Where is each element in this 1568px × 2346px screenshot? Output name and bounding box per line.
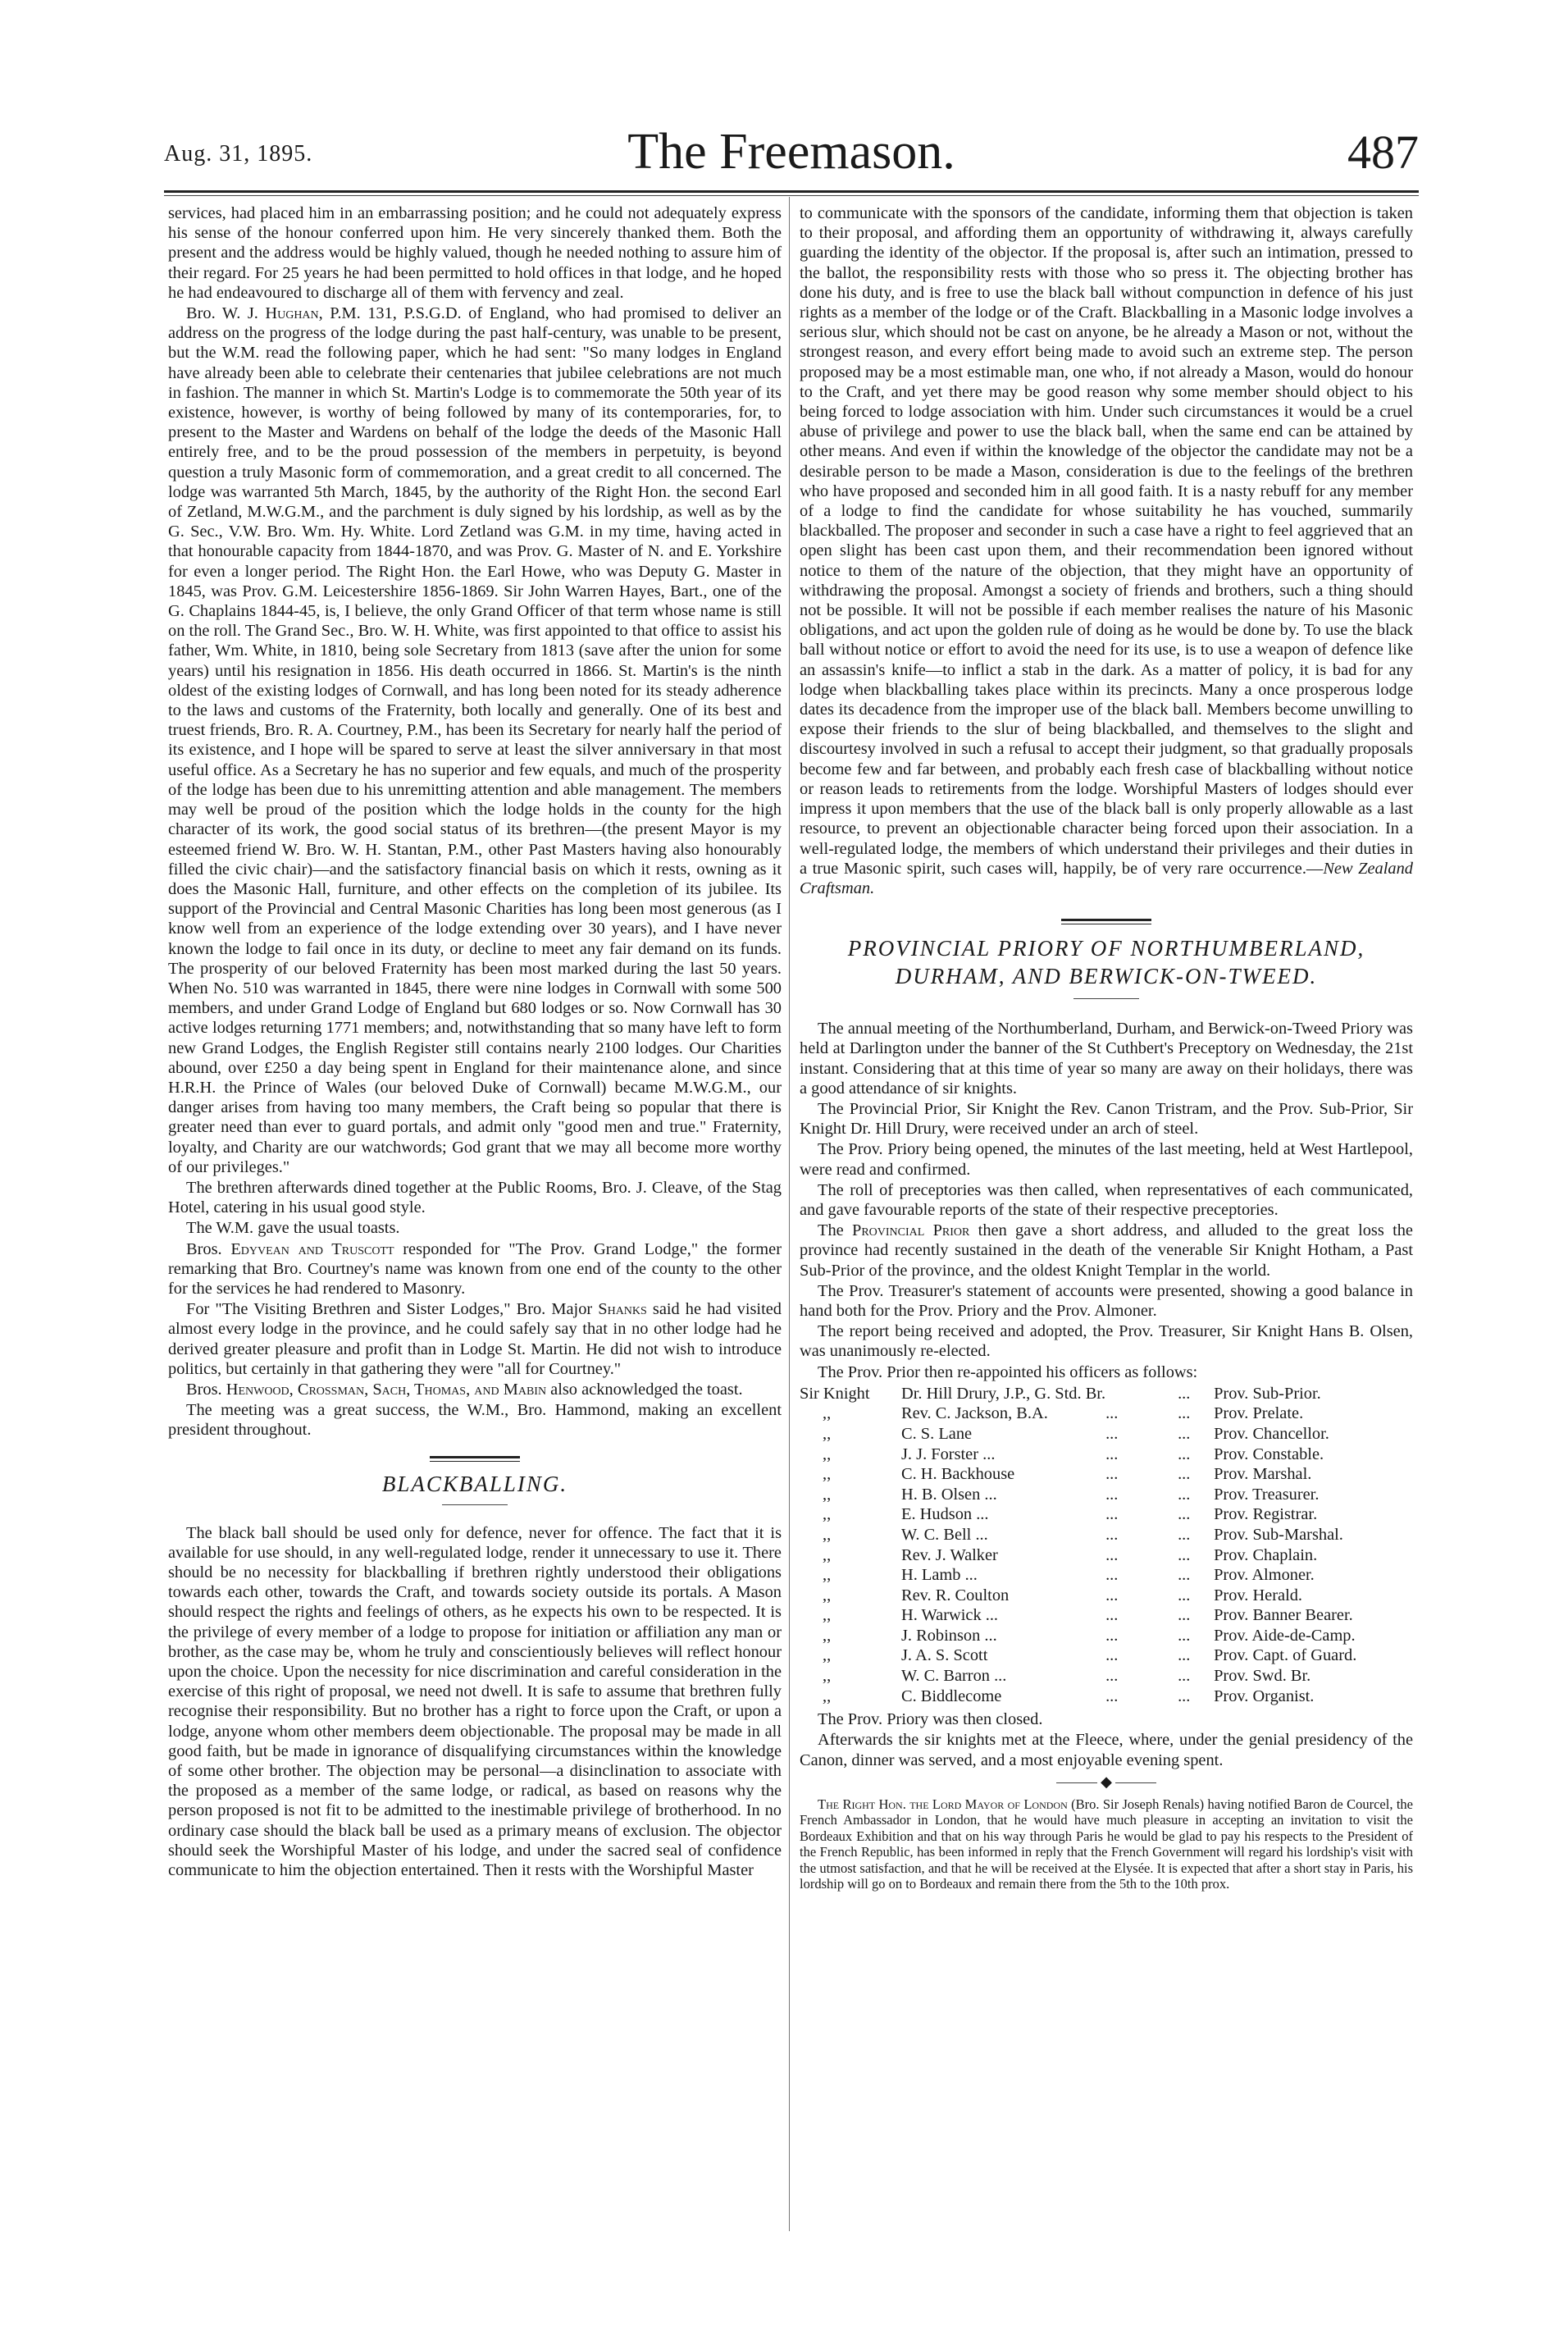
officer-row xyxy=(800,1565,1413,1586)
henwood-text: also acknowledged the toast. xyxy=(546,1380,743,1399)
blackballing-body: The black ball should be used only for defence, never for offence. The fact that it is available for use should, in any well-regulated lodge, render it unnecessary to use it. There should be no necessity for blackballing if brethren rightly understood their obligations towards each other, towards the Craft, and towards society outside its portals. A Mason should respect the rights and feelings of others, as he expects his own to be respected. It is the privilege of every member of a lodge to propose for initiation or affiliation any man or brother, as the case may be, whom he truly and conscientiously believes will reflect honour upon the choice. Upon the necessity for nice discrimination and careful consideration in the exercise of this right of proposal, we need not dwell. It is safe to assume that brethren fully recognise their responsibility. But no brother has a right to force upon the Craft, or upon a lodge, anyone whom other members deem objectionable. The proposal may be made in all good faith, but be made in ignorance of disqualifying circumstances within the knowledge of some other brother. The objection may be personal—a disinclination to associate with the proposed as a member of the same lodge, or radical, as based on reasons why the person proposed is not fit to be admitted to the inestimable privilege of brotherhood. In no ordinary case should the black ball be used as a primary means of exclusion. The objector should seek the Worshipful Master of his lodge, and under the sacred seal of confidence communicate to him the objection entertained. Then it rests with the Worshipful Master xyxy=(168,1523,782,1880)
officer-row xyxy=(800,1666,1413,1686)
officer-row xyxy=(800,1686,1413,1707)
priory-paragraph: The roll of preceptories was then called, when representatives of each communicated, and gave favourable reports of the state of their respective preceptories. xyxy=(800,1180,1413,1219)
publication-title: The Freemason. xyxy=(627,124,955,180)
officer-leader-dots: ... xyxy=(1105,1485,1119,1504)
officer-leader-dots: ... xyxy=(1105,1686,1119,1705)
henwood-prefix: Bros. xyxy=(186,1380,226,1399)
officer-prefix: ,, xyxy=(823,1686,832,1705)
officer-prefix: Sir Knight xyxy=(800,1384,870,1403)
officer-leader-dots: ... xyxy=(1105,1606,1119,1625)
officer-row xyxy=(800,1626,1413,1646)
officer-name: Dr. Hill Drury, J.P., G. Std. Br. xyxy=(901,1384,1106,1403)
officer-office: Prov. Registrar. xyxy=(1214,1505,1318,1524)
divider-diamond-icon: ◆ xyxy=(1101,1773,1112,1790)
blackballing-source: New Zealand Craftsman. xyxy=(800,859,1413,897)
priory-paragraph: The Prov. Prior then re-appointed his officers as follows: xyxy=(818,1362,1198,1381)
officer-leader-dots: ... xyxy=(1178,1424,1191,1443)
officer-office: Prov. Prelate. xyxy=(1214,1404,1304,1423)
officer-leader-dots: ... xyxy=(1178,1384,1191,1403)
issue-date: Aug. 31, 1895. xyxy=(164,141,313,167)
officer-leader-dots: ... xyxy=(1105,1566,1119,1585)
officer-office: Prov. Aide-de-Camp. xyxy=(1214,1626,1356,1645)
hughan-prefix: Bro. W. J. xyxy=(186,304,266,323)
officer-leader-dots: ... xyxy=(1178,1667,1191,1686)
officer-leader-dots: ... xyxy=(1178,1646,1191,1665)
shanks-name: Shanks xyxy=(598,1300,647,1319)
column-divider xyxy=(789,197,790,2231)
officer-name: C. H. Backhouse xyxy=(901,1465,1015,1484)
officer-leader-dots: ... xyxy=(1105,1465,1119,1484)
officer-leader-dots: ... xyxy=(1178,1586,1191,1604)
officer-prefix: ,, xyxy=(823,1404,832,1423)
officer-prefix: ,, xyxy=(823,1646,832,1665)
officer-prefix: ,, xyxy=(823,1445,832,1463)
lord-mayor-name: The Right Hon. the Lord Mayor of London xyxy=(818,1796,1068,1812)
priory-heading-line2: DURHAM, AND BERWICK-ON-TWEED. xyxy=(895,964,1318,989)
officer-leader-dots: ... xyxy=(1178,1525,1191,1544)
success-paragraph: The meeting was a great success, the W.M., Bro. Hammond, making an excellent president throughout. xyxy=(168,1401,782,1440)
officer-name: H. Lamb ... xyxy=(901,1566,978,1585)
lord-mayor-text: (Bro. Sir Joseph Renals) having notified Baron de Courcel, the French Ambassador in London, that he would have much pleasure in accepting an invitation to visit the Bordeaux Exhibition and that on his way through Paris he would be glad to pay his respects to the President of the French Republic, has been informed in reply that the French Government will regard his lordship's visit with the utmost satisfaction, and that he will be received at the Elysée. It is expected that after a short stay in Paris, his lordship will go on to Bordeaux and remain there from the 5th to the 10th prox. xyxy=(800,1796,1413,1892)
officer-leader-dots: ... xyxy=(1178,1626,1191,1645)
priory-paragraph: The Provincial Prior, Sir Knight the Rev. Canon Tristram, and the Prov. Sub-Prior, Sir Knight Dr. Hill Drury, were received under an arch of steel. xyxy=(800,1099,1413,1139)
officer-row xyxy=(800,1525,1413,1545)
officer-office: Prov. Capt. of Guard. xyxy=(1214,1646,1357,1665)
section-rule xyxy=(430,1456,520,1462)
blackballing-heading: BLACKBALLING. xyxy=(381,1471,568,1496)
priory-paragraph: The Prov. Treasurer's statement of accounts were presented, showing a good balance in hand both for the Prov. Priory and the Prov. Almoner. xyxy=(800,1281,1413,1320)
officer-name: W. C. Barron ... xyxy=(901,1667,1007,1686)
officer-row xyxy=(800,1504,1413,1525)
officer-row xyxy=(800,1545,1413,1566)
priory-paragraph: The Prov. Priory being opened, the minutes of the last meeting, held at West Hartlepool, were read and confirmed. xyxy=(800,1140,1413,1179)
officer-prefix: ,, xyxy=(823,1606,832,1625)
officer-leader-dots: ... xyxy=(1178,1485,1191,1504)
officer-office: Prov. Banner Bearer. xyxy=(1214,1606,1353,1625)
priory-paragraph: The report being received and adopted, the Prov. Treasurer, Sir Knight Hans B. Olsen, was unanimously re-elected. xyxy=(800,1322,1413,1361)
officer-name: C. S. Lane xyxy=(901,1424,973,1443)
officer-row xyxy=(800,1586,1413,1606)
officer-row xyxy=(800,1424,1413,1445)
officer-leader-dots: ... xyxy=(1105,1525,1119,1544)
officer-office: Prov. Treasurer. xyxy=(1214,1485,1320,1504)
officer-leader-dots: ... xyxy=(1105,1667,1119,1686)
officer-leader-dots: ... xyxy=(1178,1465,1191,1484)
officer-row xyxy=(800,1464,1413,1485)
officer-name: Rev. J. Walker xyxy=(901,1545,998,1564)
hughan-name: Hughan xyxy=(265,304,319,323)
officer-office: Prov. Sub-Marshal. xyxy=(1214,1525,1343,1544)
officer-office: Prov. Swd. Br. xyxy=(1214,1667,1311,1686)
officer-name: E. Hudson ... xyxy=(901,1505,989,1524)
officer-prefix: ,, xyxy=(823,1626,832,1645)
officer-prefix: ,, xyxy=(823,1586,832,1604)
officer-leader-dots: ... xyxy=(1105,1404,1119,1423)
officer-leader-dots: ... xyxy=(1178,1404,1191,1423)
hughan-text: , P.M. 131, P.S.G.D. of England, who had promised to deliver an address on the progress of the lodge during the past half-century, was unable to be present, but the W.M. read the following paper, which he had sent: "So many lodges in England have already been able to celebrate their centenaries that jubilee celebrations are not much in fashion. The manner in which St. Martin's Lodge is to commemorate the 50th year of its existence, however, is worthy of being followed by many of its contemporaries, for, to present to the Master and Wardens on behalf of the lodge the deeds of the Masonic Hall entirely free, and to be the proud possession of the members in perpetuity, is beyond question a truly Masonic form of commemoration, and a great credit to all concerned. The lodge was warranted 5th March, 1845, by the authority of the Right Hon. the second Earl of Zetland, M.W.G.M., and the parchment is duly signed by his lordship, as well as by the G. Sec., V.W. Bro. Wm. Hy. White. Lord Zetland was G.M. in my time, having acted in that honourable capacity from 1844-1870, and was Prov. G. Master of N. and E. Yorkshire for even a longer period. The Right Hon. the Earl Howe, who was Deputy G. Master in 1845, was Prov. G.M. Leicestershire 1856-1869. Sir John Warren Hayes, Bart., one of the G. Chaplains 1844-45, is, I believe, the only Grand Officer of that term whose name is still on the roll. The Grand Sec., Bro. W. H. White, was first appointed to that office to assist his father, Wm. White, in 1810, being sole Secretary from 1813 (save after the union for some years) until his resignation in 1856. His death occurred in 1866. St. Martin's is the ninth oldest of the existing lodges of Cornwall, and has long been noted for its steady adherence to the laws and customs of the Fraternity, both locally and generally. One of its best and truest friends, Bro. R. A. Courtney, P.M., has been its Secretary for nearly half the period of its existence, and I hope will be spared to serve at least the silver anniversary in that most useful office. As a Secretary he has no superior and few equals, and much of the prosperity of the lodge has been due to his unremitting attention and able management. The members may well be proud of the position which the lodge holds in the county for the high character of its work, the good social status of its brethren—(the present Mayor is my esteemed friend W. Bro. W. H. Stantan, P.M., other Past Masters having also honourably filled the civic chair)—and the satisfactory financial basis on which it rests, owning as it does the Masonic Hall, furniture, and other effects on the completion of its jubilee. Its support of the Provincial and Central Masonic Charities has long been most generous (as I know well from an experience of the lodge extending over 30 years), and I have never known the lodge to fail once in its duty, or decline to meet any fair demand on its funds. The prosperity of our beloved Fraternity has been most marked during the last 50 years. When No. 510 was warranted in 1845, there were nine lodges in Cornwall with some 500 members, and under Grand Lodge of England but 680 lodges or so. Now Cornwall has 30 active lodges returning 1771 members; and, notwithstanding that so many have left to form new Grand Lodges, the English Register still contains nearly 2100 lodges. Our Charities abound, over £250 a day being spent in England for their maintenance alone, and since H.R.H. the Prince of Wales (our beloved Duke of Cornwall) became M.W.G.M., our danger arises from having too many members, the Craft being so popular that there is greater need than ever to guard portals, and admit only "good men and true." Fraternity, loyalty, and Charity are our watchwords; God grant that we may all become more worthy of our privileges." xyxy=(168,304,782,1176)
officer-name: Rev. C. Jackson, B.A. xyxy=(901,1404,1048,1423)
officer-office: Prov. Sub-Prior. xyxy=(1214,1384,1321,1403)
officer-office: Prov. Chaplain. xyxy=(1214,1545,1318,1564)
hughan-paragraph xyxy=(168,304,782,1177)
shanks-prefix: For "The Visiting Brethren and Sister Lodges," Bro. Major xyxy=(186,1300,599,1319)
prior-prefix: The xyxy=(818,1221,852,1240)
officer-leader-dots: ... xyxy=(1105,1586,1119,1604)
officer-name: J. A. S. Scott xyxy=(901,1646,988,1665)
officer-prefix: ,, xyxy=(823,1525,832,1544)
priory-paragraph: The Prov. Priory was then closed. xyxy=(818,1710,1043,1729)
officer-name: J. J. Forster ... xyxy=(901,1445,996,1463)
officer-prefix: ,, xyxy=(823,1505,832,1524)
officer-name: J. Robinson ... xyxy=(901,1626,997,1645)
officer-prefix: ,, xyxy=(823,1465,832,1484)
officer-office: Prov. Constable. xyxy=(1214,1445,1324,1463)
officer-leader-dots: ... xyxy=(1178,1606,1191,1625)
priory-paragraph xyxy=(800,1221,1413,1280)
edyvean-text: responded for "The Prov. Grand Lodge," the former remarking that Bro. Courtney's name was known from one end of the county to the other for the services he had rendered to Masonry. xyxy=(168,1239,782,1298)
lord-mayor-notice xyxy=(800,1796,1413,1892)
officer-name: C. Biddlecome xyxy=(901,1686,1002,1705)
officer-leader-dots: ... xyxy=(1178,1566,1191,1585)
officer-row xyxy=(800,1645,1413,1666)
st-martin-intro: services, had placed him in an embarrassing position; and he could not adequately express his sense of the honour conferred upon him. He very sincerely thanked them. Both the present and the address would be highly valued, though he needed nothing to assure him of their regard. For 25 years he had been permitted to hold offices in that lodge, and he hoped he had endeavoured to discharge all of them with fervency and zeal. xyxy=(168,204,782,302)
dined-paragraph: The brethren afterwards dined together at the Public Rooms, Bro. J. Cleave, of the Stag Hotel, catering in his usual good style. xyxy=(168,1178,782,1217)
officer-name: H. Warwick ... xyxy=(901,1606,999,1625)
officer-prefix: ,, xyxy=(823,1424,832,1443)
officer-leader-dots: ... xyxy=(1105,1445,1119,1463)
officer-leader-dots: ... xyxy=(1105,1505,1119,1524)
prior-text: then gave a short address, and alluded to the great loss the province had recently sustained in the death of the venerable Sir Knight Hotham, a Past Sub-Prior of the province, and the oldest Knight Templar in the world. xyxy=(800,1221,1413,1280)
officer-leader-dots: ... xyxy=(1178,1505,1191,1524)
officer-office: Prov. Organist. xyxy=(1214,1686,1315,1705)
toasts-paragraph: The W.M. gave the usual toasts. xyxy=(186,1219,400,1238)
masthead xyxy=(164,123,1419,189)
article-divider xyxy=(800,1773,1413,1790)
left-column xyxy=(168,203,782,1881)
priory-paragraph: Afterwards the sir knights met at the Fleece, where, under the genial presidency of the Canon, dinner was served, and a most enjoyable evening spent. xyxy=(800,1731,1413,1769)
officer-name: W. C. Bell ... xyxy=(901,1525,988,1544)
header-rule xyxy=(164,190,1419,193)
officer-leader-dots xyxy=(1105,1384,1178,1404)
officer-leader-dots: ... xyxy=(1178,1445,1191,1463)
officer-office: Prov. Marshal. xyxy=(1214,1465,1312,1484)
shanks-text: said he had visited almost every lodge in the province, and he could safely say that in no other lodge had he derived greater pleasure and profit than in Lodge St. Martin. He did not wish to introduce politics, but certainly in that gathering they were "all for Courtney." xyxy=(168,1300,782,1378)
officer-prefix: ,, xyxy=(823,1545,832,1564)
officer-row xyxy=(800,1445,1413,1465)
officer-leader-dots: ... xyxy=(1105,1646,1119,1665)
blackballing-cont-text: to communicate with the sponsors of the candidate, informing them that objection is taken to their proposal, and affording them an opportunity of withdrawing it, always carefully guarding the identity of the objector. If the proposal is, after such an intimation, pressed to the ballot, the responsibility rests with those who so press it. The objecting brother has done his duty, and is free to use the black ball without compunction in defence of his just rights as a member of the lodge or of the Craft. Blackballing in a Masonic lodge involves a serious slur, which should not be cast on anyone, be he already a Mason or not, without the strongest reason, and every effort being made to avoid such an extreme step. The person proposed may be a most estimable man, one who, if not already a Mason, would do honour to the Craft, and yet there may be good reason why some member should object to his being forced to lodge association with him. Under such circumstances it would be a cruel abuse of privilege and power to use the black ball, when the same end can be attained by other means. And even if within the knowledge of the objector the candidate may not be a desirable person to be made a Mason, consideration is due to the feelings of the brethren who have proposed and seconded him in all good faith. It is a nasty rebuff for any member of a lodge to find the candidate for whose suitability he has vouched, summarily blackballed. The proposer and seconder in such a case have a right to feel aggrieved that an open slight has been cast upon them, and their recommendation been ignored without notice to them of the nature of the objection, that they might have an opportunity of withdrawing the proposal. Amongst a society of friends and brothers, such a thing should not be possible. It will not be possible if each member realises the nature of his Masonic obligations, and act upon the golden rule of doing as he would be done by. To use the black ball without notice or effort to avoid the need for its use, is to use a weapon of defence like an assassin's knife—to inflict a stab in the dark. As a matter of policy, it is bad for any lodge when blackballing takes place within its precincts. Many a once prosperous lodge dates its decadence from the improper use of the black ball. Members become unwilling to expose their friends to the slur of being blackballed, and themselves to the slight and discourtesy involved in such a refusal to accept their judgment, so that gradually proposals become few and far between, and probably each fresh case of blackballing without notice or reason leads to retirements from the lodge. Worshipful Masters of lodges should ever impress it upon members that the use of the black ball is only properly allowable as a last resource, to prevent an objectionable character being forced upon their association. In a well-regulated lodge, the members of which understand their privileges and their duties in a true Masonic spirit, such cases will, happily, be of very rare occurrence.— xyxy=(800,204,1413,878)
prior-name: Provincial Prior xyxy=(851,1221,970,1240)
officer-leader-dots: ... xyxy=(1178,1545,1191,1564)
priory-paragraph: The annual meeting of the Northumberland, Durham, and Berwick-on-Tweed Priory was held at Darlington under the banner of the St Cuthbert's Preceptory on Wednesday, the 21st instant. Considering that at this time of year so many are away on their holidays, there was a good attendance of sir knights. xyxy=(800,1020,1413,1098)
officer-prefix: ,, xyxy=(823,1485,832,1504)
section-rule xyxy=(1061,919,1151,924)
officer-prefix: ,, xyxy=(823,1566,832,1585)
edyvean-names: Edyvean and Truscott xyxy=(230,1239,394,1258)
edyvean-prefix: Bros. xyxy=(186,1239,231,1258)
henwood-names: Henwood, Crossman, Sach, Thomas, and Mabin xyxy=(226,1380,547,1399)
officers-table xyxy=(800,1384,1413,1707)
officer-office: Prov. Chancellor. xyxy=(1214,1424,1329,1443)
officer-office: Prov. Almoner. xyxy=(1214,1566,1315,1585)
blackballing-continuation xyxy=(800,203,1413,898)
priory-heading-line1: PROVINCIAL PRIORY OF NORTHUMBERLAND, xyxy=(847,936,1365,961)
page-number: 487 xyxy=(1347,126,1419,179)
header-rule-thin xyxy=(164,195,1419,196)
officer-leader-dots: ... xyxy=(1105,1424,1119,1443)
officer-name: H. B. Olsen ... xyxy=(901,1485,997,1504)
officer-name: Rev. R. Coulton xyxy=(901,1586,1010,1604)
henwood-paragraph xyxy=(168,1380,782,1399)
officer-row xyxy=(800,1605,1413,1626)
edyvean-paragraph xyxy=(168,1239,782,1299)
shanks-paragraph xyxy=(168,1299,782,1379)
officer-office: Prov. Herald. xyxy=(1214,1586,1303,1604)
officer-leader-dots: ... xyxy=(1178,1686,1191,1705)
officer-leader-dots: ... xyxy=(1105,1545,1119,1564)
officer-prefix: ,, xyxy=(823,1667,832,1686)
officer-row xyxy=(800,1384,1413,1404)
right-column xyxy=(800,203,1413,1893)
officer-leader-dots: ... xyxy=(1105,1626,1119,1645)
officer-row xyxy=(800,1403,1413,1424)
officer-row xyxy=(800,1485,1413,1505)
